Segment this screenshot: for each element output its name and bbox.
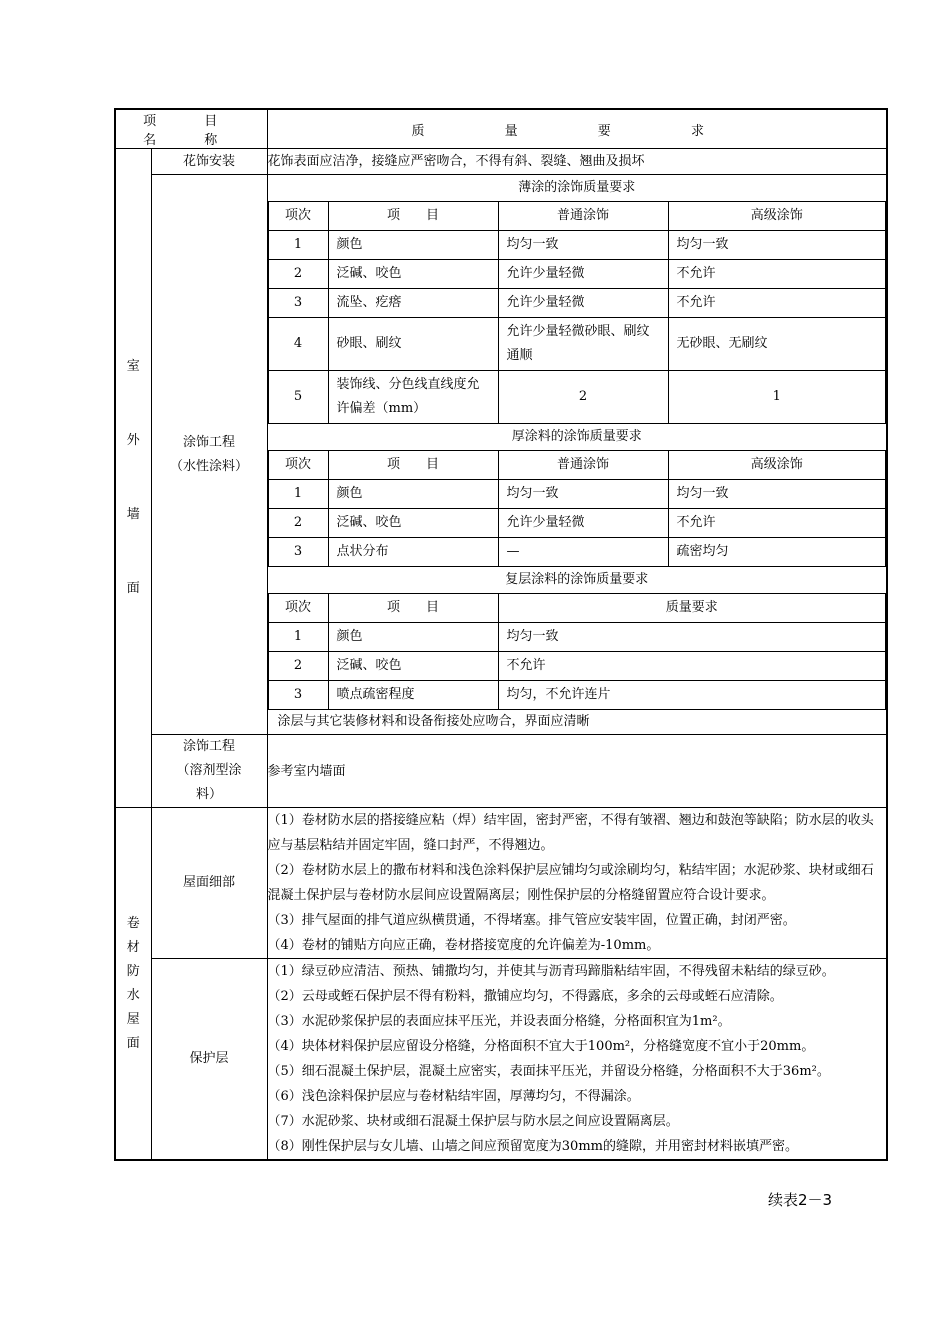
- continued-table-label: 续表2－3: [768, 1191, 833, 1209]
- cell: 均匀，不允许连片: [498, 681, 886, 710]
- header-quality-requirements: 质 量 要 求: [267, 109, 887, 149]
- cell: 5: [268, 371, 328, 424]
- table-row: [268, 451, 886, 480]
- item-coating-solvent: 涂饰工程 （溶剂型涂 料）: [151, 735, 267, 808]
- th-quality: 质量要求: [498, 594, 886, 623]
- cell: 2: [268, 652, 328, 681]
- list-item: （4）块体材料保护层应留设分格缝，分格面积不宜大于100m²，分格缝宽度不宜小于20mm。: [267, 1039, 815, 1054]
- cell: 颜色: [328, 480, 498, 509]
- cell: 均匀一致: [498, 480, 668, 509]
- th-no: 项次: [268, 594, 328, 623]
- cell: 不允许: [668, 289, 886, 318]
- cell: 2: [268, 260, 328, 289]
- table-row: [268, 231, 886, 260]
- th-item: 项 目: [328, 594, 498, 623]
- cell: 不允许: [668, 509, 886, 538]
- row-roof-detail: [115, 808, 887, 959]
- item-roof-detail: 屋面细部: [151, 808, 267, 959]
- req-coating-solvent: 参考室内墙面: [267, 735, 887, 808]
- row-coating-solvent: [115, 735, 887, 808]
- th-item: 项 目: [328, 202, 498, 231]
- thin-coating-table: [268, 201, 887, 424]
- cell: 砂眼、刷纹: [328, 318, 498, 371]
- cell: 无砂眼、无刷纹: [668, 318, 886, 371]
- cell: 1: [668, 371, 886, 424]
- category-exterior-wall: 室 外 墙 面: [115, 149, 151, 808]
- th-no: 项次: [268, 451, 328, 480]
- cell: 3: [268, 681, 328, 710]
- table-row: [268, 289, 886, 318]
- cell: 喷点疏密程度: [328, 681, 498, 710]
- category-membrane-roof: 卷 材 防 水 屋 面: [115, 808, 151, 1161]
- cell: 不允许: [498, 652, 886, 681]
- cell: 1: [268, 623, 328, 652]
- list-item: （2）云母或蛭石保护层不得有粉料，撒铺应均匀，不得露底，多余的云母或蛭石应清除。: [267, 989, 783, 1004]
- req-flower-install: 花饰表面应洁净，接缝应严密吻合，不得有斜、裂缝、翘曲及损坏: [267, 149, 887, 175]
- item-protective-layer: 保护层: [151, 959, 267, 1161]
- table-row: [268, 318, 886, 371]
- cell: 允许少量轻微: [498, 289, 668, 318]
- cell: 均匀一致: [498, 623, 886, 652]
- cell: 2: [268, 509, 328, 538]
- cell: 均匀一致: [668, 480, 886, 509]
- th-advanced: 高级涂饰: [668, 202, 886, 231]
- table-row: [268, 480, 886, 509]
- cell: 允许少量轻微: [498, 509, 668, 538]
- table-row: [268, 652, 886, 681]
- row-flower-install: [115, 149, 887, 175]
- cell: 颜色: [328, 231, 498, 260]
- th-normal: 普通涂饰: [498, 451, 668, 480]
- multi-coating-caption: 复层涂料的涂饰质量要求: [505, 572, 649, 587]
- item-flower-install: 花饰安装: [151, 149, 267, 175]
- cell: 装饰线、分色线直线度允许偏差（mm）: [328, 371, 498, 424]
- thin-coating-caption: 薄涂的涂饰质量要求: [518, 180, 636, 195]
- table-row: [268, 260, 886, 289]
- list-item: （8）刚性保护层与女儿墙、山墙之间应预留宽度为30mm的缝隙，并用密封材料嵌填严密。: [267, 1139, 798, 1154]
- row-protective-layer: [115, 959, 887, 1161]
- th-normal: 普通涂饰: [498, 202, 668, 231]
- cell: 点状分布: [328, 538, 498, 567]
- cell: 不允许: [668, 260, 886, 289]
- th-no: 项次: [268, 202, 328, 231]
- cell: 3: [268, 538, 328, 567]
- list-item: （4）卷材的铺贴方向应正确，卷材搭接宽度的允许偏差为-10mm。: [267, 938, 660, 953]
- th-item: 项 目: [328, 451, 498, 480]
- table-row: [268, 202, 886, 231]
- list-item: （1）绿豆砂应清洁、预热、铺撒均匀，并使其与沥青玛蹄脂粘结牢固，不得残留未粘结的绿豆砂。: [267, 964, 835, 979]
- table-header-row: [115, 109, 887, 149]
- list-item: （1）卷材防水层的搭接缝应粘（焊）结牢固，密封严密，不得有皱褶、翘边和鼓泡等缺陷；防水层的收头应与基层粘结并固定牢固，缝口封严，不得翘边。: [267, 813, 874, 853]
- table-row: [268, 509, 886, 538]
- thick-coating-caption: 厚涂料的涂饰质量要求: [511, 429, 642, 444]
- row-coating-water: [115, 175, 887, 735]
- req-protective-layer: [267, 959, 887, 1161]
- table-row: [268, 623, 886, 652]
- table-row: [268, 594, 886, 623]
- table-row: [268, 681, 886, 710]
- multi-coating-table: [268, 593, 887, 710]
- cell: 1: [268, 480, 328, 509]
- table-row: [268, 538, 886, 567]
- list-item: （5）细石混凝土保护层，混凝土应密实，表面抹平压光，并留设分格缝，分格面积不大于36m²。: [267, 1064, 830, 1079]
- cell: 均匀一致: [498, 231, 668, 260]
- cell: 1: [268, 231, 328, 260]
- cell: 颜色: [328, 623, 498, 652]
- cell: 允许少量轻微砂眼、刷纹通顺: [498, 318, 668, 371]
- cell: 泛碱、咬色: [328, 652, 498, 681]
- cell: 允许少量轻微: [498, 260, 668, 289]
- cell: 泛碱、咬色: [328, 509, 498, 538]
- req-roof-detail: [267, 808, 887, 959]
- cell: 2: [498, 371, 668, 424]
- cell: 3: [268, 289, 328, 318]
- cell: 疏密均匀: [668, 538, 886, 567]
- table-row: [268, 371, 886, 424]
- cell: —: [498, 538, 668, 567]
- th-advanced: 高级涂饰: [668, 451, 886, 480]
- list-item: （3）水泥砂浆保护层的表面应抹平压光，并设表面分格缝，分格面积宜为1m²。: [267, 1014, 731, 1029]
- req-coating-water: [267, 175, 887, 735]
- list-item: （7）水泥砂浆、块材或细石混凝土保护层与防水层之间应设置隔离层。: [267, 1114, 679, 1129]
- list-item: （6）浅色涂料保护层应与卷材粘结牢固，厚薄均匀，不得漏涂。: [267, 1089, 640, 1104]
- item-coating-water: 涂饰工程 （水性涂料）: [151, 175, 267, 735]
- quality-requirements-table: [114, 108, 888, 1161]
- cell: 流坠、疙瘩: [328, 289, 498, 318]
- cell: 4: [268, 318, 328, 371]
- header-item-name: 项 目 名 称: [115, 109, 267, 149]
- thick-coating-table: [268, 450, 887, 567]
- list-item: （3）排气屋面的排气道应纵横贯通，不得堵塞。排气管应安装牢固，位置正确，封闭严密。: [267, 913, 796, 928]
- cell: 均匀一致: [668, 231, 886, 260]
- coating-interface-note: 涂层与其它装修材料和设备衔接处应吻合，界面应清晰: [277, 714, 590, 729]
- cell: 泛碱、咬色: [328, 260, 498, 289]
- list-item: （2）卷材防水层上的撒布材料和浅色涂料保护层应铺均匀或涂刷均匀，粘结牢固；水泥砂浆、块材或细石混凝土保护层与卷材防水层间应设置隔离层；刚性保护层的分格缝留置应符合设计要求。: [267, 863, 874, 903]
